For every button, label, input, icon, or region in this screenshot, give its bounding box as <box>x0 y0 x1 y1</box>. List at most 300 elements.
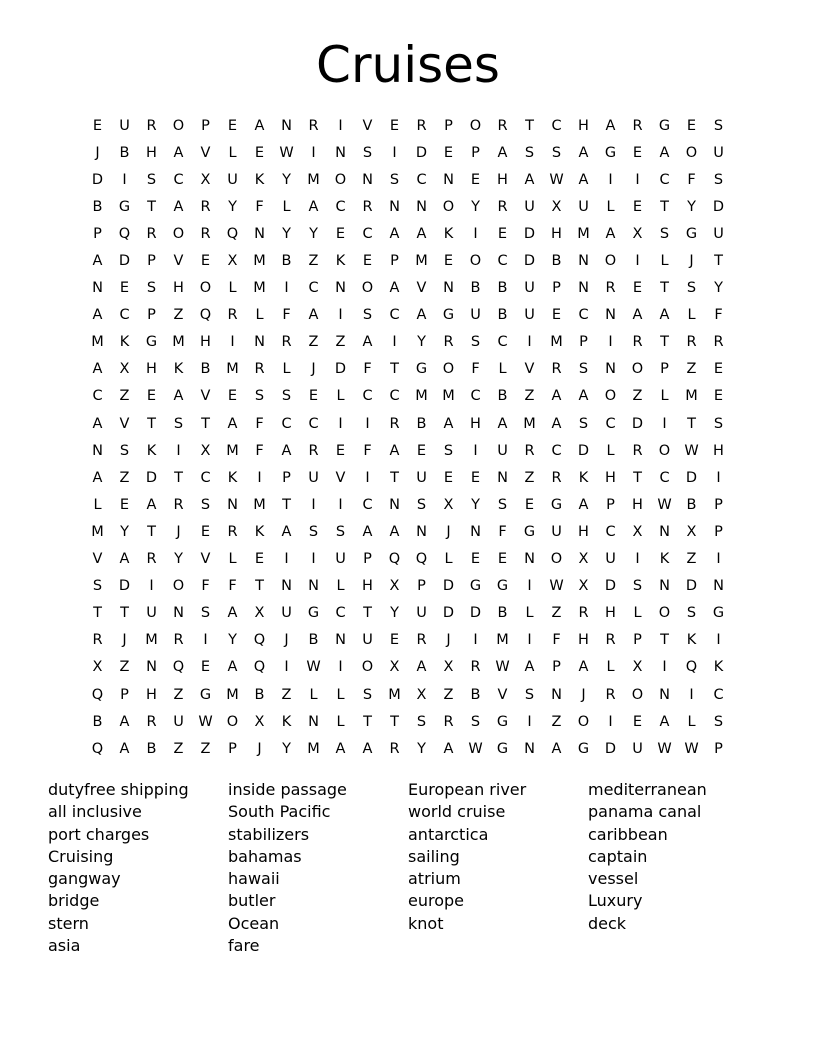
grid-letter: P <box>282 469 291 486</box>
grid-letter: I <box>230 334 235 351</box>
grid-letter: A <box>92 415 103 432</box>
grid-letter: A <box>173 198 184 215</box>
grid-letter: E <box>119 496 130 513</box>
grid-letter: A <box>578 388 589 405</box>
grid-letter: L <box>336 713 345 730</box>
grid-letter: A <box>632 307 643 324</box>
grid-letter: Y <box>282 225 291 242</box>
grid-letter: L <box>255 307 264 324</box>
grid-letter: T <box>255 578 264 595</box>
grid-letter: I <box>473 632 478 649</box>
grid-letter: I <box>338 659 343 676</box>
grid-letter: P <box>714 740 723 757</box>
word-item: antarctica <box>408 824 489 844</box>
grid-letter: Q <box>172 659 185 676</box>
grid-letter: P <box>714 523 723 540</box>
grid-letter: Z <box>632 388 643 405</box>
grid-letter: U <box>308 469 319 486</box>
grid-letter: H <box>470 415 481 432</box>
grid-letter: B <box>686 496 697 513</box>
grid-letter: G <box>415 361 428 378</box>
grid-letter: O <box>604 253 617 270</box>
grid-letter: L <box>660 253 669 270</box>
grid-letter: I <box>527 632 532 649</box>
grid-row <box>84 220 732 247</box>
grid-letter: R <box>551 469 562 486</box>
word-item: European river <box>408 780 527 799</box>
grid-letter: N <box>416 198 427 215</box>
grid-letter: A <box>605 117 616 134</box>
grid-letter: N <box>254 334 265 351</box>
page-title: Cruises <box>316 36 500 94</box>
grid-letter: A <box>173 144 184 161</box>
grid-letter: I <box>608 171 613 188</box>
word-item: asia <box>48 936 81 956</box>
grid-letter: N <box>335 632 346 649</box>
grid-letter: S <box>470 334 481 351</box>
grid-letter: T <box>147 415 156 432</box>
grid-letter: V <box>92 551 103 568</box>
word-item: fare <box>228 936 260 956</box>
grid-letter: A <box>605 225 616 242</box>
grid-letter: A <box>578 496 589 513</box>
grid-letter: O <box>631 361 644 378</box>
grid-letter: L <box>336 686 345 703</box>
grid-letter: Y <box>471 496 480 513</box>
grid-letter: N <box>551 686 562 703</box>
grid-letter: E <box>335 225 346 242</box>
grid-letter: X <box>632 659 643 676</box>
grid-letter: K <box>254 523 265 540</box>
grid-letter: Q <box>253 632 266 649</box>
grid-letter: Z <box>119 659 130 676</box>
word-column <box>408 779 588 957</box>
grid-letter: N <box>416 523 427 540</box>
grid-letter: Z <box>119 388 130 405</box>
grid-letter: A <box>416 659 427 676</box>
grid-letter: R <box>443 334 454 351</box>
grid-letter: R <box>146 117 157 134</box>
grid-letter: I <box>176 442 181 459</box>
grid-letter: S <box>524 144 535 161</box>
grid-letter: D <box>604 740 617 757</box>
grid-letter: Z <box>173 686 184 703</box>
grid-letter: L <box>687 307 696 324</box>
grid-letter: O <box>442 198 455 215</box>
grid-letter: L <box>228 144 237 161</box>
grid-letter: U <box>119 117 130 134</box>
grid-letter: D <box>577 442 590 459</box>
grid-letter: W <box>549 578 564 595</box>
grid-letter: I <box>392 144 397 161</box>
grid-letter: A <box>362 523 373 540</box>
grid-letter: G <box>658 117 671 134</box>
word-item: deck <box>588 913 627 933</box>
grid-letter: V <box>200 144 211 161</box>
grid-letter: U <box>524 280 535 297</box>
grid-letter: U <box>713 225 724 242</box>
grid-letter: A <box>659 307 670 324</box>
grid-letter: B <box>497 388 508 405</box>
grid-letter: S <box>281 388 292 405</box>
grid-letter: M <box>307 171 320 188</box>
grid-letter: C <box>92 388 103 405</box>
grid-letter: C <box>308 415 319 432</box>
grid-letter: R <box>497 117 508 134</box>
grid-letter: I <box>635 551 640 568</box>
grid-letter: N <box>308 713 319 730</box>
grid-letter: G <box>145 334 158 351</box>
grid-letter: M <box>577 225 590 242</box>
grid-letter: I <box>338 496 343 513</box>
grid-letter: F <box>255 442 264 459</box>
grid-letter: G <box>550 496 563 513</box>
grid-letter: P <box>444 117 453 134</box>
grid-letter: N <box>713 578 724 595</box>
grid-letter: C <box>362 496 373 513</box>
grid-letter: N <box>254 225 265 242</box>
grid-letter: H <box>605 605 616 622</box>
grid-letter: R <box>308 442 319 459</box>
grid-letter: G <box>469 578 482 595</box>
grid-letter: T <box>363 713 372 730</box>
grid-letter: L <box>606 442 615 459</box>
grid-letter: C <box>362 388 373 405</box>
grid-letter: N <box>659 523 670 540</box>
grid-letter: O <box>685 144 698 161</box>
grid-letter: X <box>389 659 400 676</box>
grid-letter: L <box>606 198 615 215</box>
word-item: port charges <box>48 824 150 844</box>
grid-letter: Q <box>253 659 266 676</box>
grid-letter: A <box>497 415 508 432</box>
grid-letter: B <box>254 686 265 703</box>
grid-letter: I <box>284 551 289 568</box>
word-column <box>228 779 408 957</box>
grid-row <box>84 627 732 654</box>
grid-letter: J <box>311 361 316 378</box>
grid-letter: X <box>92 659 103 676</box>
grid-letter: N <box>92 442 103 459</box>
grid-letter: S <box>146 280 157 297</box>
grid-letter: S <box>470 713 481 730</box>
grid-letter: T <box>147 523 156 540</box>
grid-letter: Z <box>524 388 535 405</box>
grid-letter: R <box>146 225 157 242</box>
grid-letter: C <box>200 469 211 486</box>
grid-letter: O <box>442 361 455 378</box>
word-item: all inclusive <box>48 802 142 822</box>
grid-letter: R <box>254 361 265 378</box>
grid-letter: K <box>443 225 454 242</box>
grid-letter: T <box>147 198 156 215</box>
grid-letter: E <box>254 144 265 161</box>
grid-letter: R <box>605 280 616 297</box>
grid-letter: H <box>578 523 589 540</box>
grid-letter: U <box>416 605 427 622</box>
grid-letter: N <box>578 280 589 297</box>
grid-letter: A <box>524 659 535 676</box>
grid-letter: X <box>578 578 589 595</box>
grid-letter: V <box>416 280 427 297</box>
grid-letter: B <box>119 144 130 161</box>
grid-letter: P <box>363 551 372 568</box>
grid-letter: E <box>686 117 697 134</box>
grid-letter: T <box>714 253 723 270</box>
grid-row <box>84 518 732 545</box>
grid-letter: S <box>578 361 589 378</box>
grid-letter: I <box>608 334 613 351</box>
grid-row <box>84 708 732 735</box>
grid-letter: C <box>173 171 184 188</box>
grid-letter: A <box>578 144 589 161</box>
grid-letter: A <box>119 740 130 757</box>
grid-letter: W <box>549 171 564 188</box>
grid-letter: I <box>716 469 721 486</box>
grid-letter: L <box>228 280 237 297</box>
grid-letter: O <box>550 551 563 568</box>
grid-letter: R <box>605 686 616 703</box>
grid-letter: C <box>389 307 400 324</box>
grid-letter: Y <box>282 740 291 757</box>
word-item: bahamas <box>228 846 302 866</box>
grid-row <box>84 437 732 464</box>
grid-letter: M <box>685 388 698 405</box>
grid-letter: H <box>497 171 508 188</box>
grid-letter: G <box>577 740 590 757</box>
grid-letter: K <box>713 659 724 676</box>
word-item: world cruise <box>408 802 506 822</box>
grid-letter: A <box>281 442 292 459</box>
grid-letter: T <box>660 334 669 351</box>
grid-letter: P <box>552 659 561 676</box>
grid-letter: O <box>658 605 671 622</box>
grid-letter: D <box>334 361 347 378</box>
grid-letter: I <box>122 171 127 188</box>
grid-letter: L <box>498 361 507 378</box>
word-item: mediterranean <box>588 780 707 799</box>
grid-letter: T <box>363 605 372 622</box>
grid-letter: E <box>119 280 130 297</box>
grid-letter: S <box>578 415 589 432</box>
grid-letter: C <box>119 307 130 324</box>
grid-letter: V <box>119 415 130 432</box>
grid-letter: D <box>604 578 617 595</box>
grid-letter: V <box>173 253 184 270</box>
grid-letter: G <box>604 144 617 161</box>
grid-letter: S <box>416 713 427 730</box>
grid-letter: I <box>635 171 640 188</box>
grid-letter: D <box>712 198 725 215</box>
grid-letter: Y <box>282 171 291 188</box>
grid-letter: B <box>497 280 508 297</box>
grid-letter: S <box>92 578 103 595</box>
grid-letter: K <box>578 469 589 486</box>
grid-letter: U <box>632 740 643 757</box>
grid-letter: E <box>551 307 562 324</box>
grid-letter: R <box>578 605 589 622</box>
grid-letter: S <box>416 496 427 513</box>
grid-letter: I <box>203 632 208 649</box>
grid-letter: L <box>525 605 534 622</box>
grid-letter: N <box>281 578 292 595</box>
grid-letter: R <box>632 334 643 351</box>
grid-letter: K <box>659 551 670 568</box>
grid-letter: I <box>608 713 613 730</box>
grid-letter: T <box>174 469 183 486</box>
grid-letter: J <box>176 523 181 540</box>
grid-letter: X <box>416 686 427 703</box>
grid-letter: I <box>392 334 397 351</box>
grid-letter: H <box>713 442 724 459</box>
grid-letter: P <box>390 253 399 270</box>
grid-letter: N <box>281 117 292 134</box>
grid-letter: O <box>226 713 239 730</box>
grid-letter: T <box>201 415 210 432</box>
grid-letter: I <box>716 632 721 649</box>
grid-letter: Z <box>119 469 130 486</box>
grid-letter: J <box>95 144 100 161</box>
word-item: vessel <box>588 869 639 889</box>
grid-letter: S <box>119 442 130 459</box>
grid-letter: D <box>442 605 455 622</box>
grid-letter: U <box>605 551 616 568</box>
grid-letter: R <box>389 740 400 757</box>
grid-letter: H <box>605 469 616 486</box>
grid-letter: M <box>550 334 563 351</box>
grid-letter: V <box>362 117 373 134</box>
grid-letter: P <box>606 496 615 513</box>
grid-row <box>84 410 732 437</box>
grid-letter: P <box>471 144 480 161</box>
grid-row <box>84 356 732 383</box>
grid-letter: N <box>362 171 373 188</box>
grid-letter: N <box>578 253 589 270</box>
grid-letter: F <box>714 307 723 324</box>
grid-letter: R <box>173 632 184 649</box>
grid-letter: D <box>685 469 698 486</box>
grid-letter: F <box>282 307 291 324</box>
grid-letter: W <box>198 713 213 730</box>
grid-letter: A <box>497 144 508 161</box>
grid-letter: U <box>578 198 589 215</box>
grid-letter: R <box>389 415 400 432</box>
grid-letter: N <box>497 469 508 486</box>
grid-letter: E <box>713 388 724 405</box>
grid-letter: Y <box>687 198 696 215</box>
word-item: inside passage <box>228 780 347 799</box>
grid-letter: J <box>284 632 289 649</box>
grid-letter: W <box>468 740 483 757</box>
grid-letter: C <box>281 415 292 432</box>
grid-letter: M <box>226 442 239 459</box>
grid-letter: P <box>660 361 669 378</box>
grid-letter: K <box>254 171 265 188</box>
grid-letter: L <box>93 496 102 513</box>
grid-letter: N <box>92 280 103 297</box>
word-list <box>48 779 768 957</box>
word-column <box>588 779 768 957</box>
grid-letter: E <box>308 388 319 405</box>
word-item: South Pacific <box>228 802 331 822</box>
grid-letter: W <box>657 496 672 513</box>
grid-letter: A <box>362 334 373 351</box>
grid-letter: G <box>712 605 725 622</box>
grid-letter: X <box>443 496 454 513</box>
grid-letter: A <box>389 523 400 540</box>
grid-letter: Y <box>228 632 237 649</box>
grid-letter: U <box>524 198 535 215</box>
grid-letter: V <box>524 361 535 378</box>
grid-letter: O <box>658 442 671 459</box>
grid-letter: G <box>496 713 509 730</box>
grid-letter: S <box>362 144 373 161</box>
grid-letter: I <box>338 307 343 324</box>
grid-letter: O <box>172 225 185 242</box>
grid-letter: W <box>306 659 321 676</box>
grid-letter: N <box>227 496 238 513</box>
grid-letter: S <box>362 686 373 703</box>
grid-letter: X <box>632 225 643 242</box>
grid-letter: E <box>200 523 211 540</box>
grid-letter: A <box>92 469 103 486</box>
grid-letter: G <box>118 198 131 215</box>
grid-letter: X <box>254 605 265 622</box>
grid-letter: E <box>632 144 643 161</box>
grid-letter: O <box>199 280 212 297</box>
grid-letter: V <box>497 686 508 703</box>
grid-letter: S <box>659 225 670 242</box>
grid-letter: N <box>308 578 319 595</box>
grid-letter: V <box>200 551 211 568</box>
grid-letter: I <box>662 415 667 432</box>
word-item: Ocean <box>228 913 280 933</box>
grid-letter: X <box>200 171 211 188</box>
grid-row <box>84 193 732 220</box>
grid-letter: W <box>684 740 699 757</box>
grid-letter: I <box>662 659 667 676</box>
grid-letter: Z <box>551 605 562 622</box>
grid-letter: E <box>200 253 211 270</box>
grid-letter: C <box>497 253 508 270</box>
grid-letter: D <box>118 253 131 270</box>
grid-letter: N <box>524 551 535 568</box>
grid-letter: C <box>713 686 724 703</box>
grid-letter: R <box>632 117 643 134</box>
grid-letter: N <box>659 686 670 703</box>
grid-letter: H <box>578 632 589 649</box>
grid-letter: S <box>443 442 454 459</box>
grid-letter: X <box>119 361 130 378</box>
grid-letter: T <box>660 198 669 215</box>
grid-letter: Z <box>551 713 562 730</box>
grid-letter: C <box>659 469 670 486</box>
grid-row <box>84 112 732 139</box>
grid-letter: S <box>713 117 724 134</box>
grid-letter: A <box>389 280 400 297</box>
grid-letter: D <box>523 253 536 270</box>
grid-letter: R <box>281 334 292 351</box>
grid-letter: A <box>227 605 238 622</box>
grid-letter: H <box>578 117 589 134</box>
grid-letter: S <box>308 523 319 540</box>
grid-letter: E <box>470 469 481 486</box>
grid-letter: M <box>442 388 455 405</box>
grid-row <box>84 600 732 627</box>
grid-letter: Q <box>685 659 698 676</box>
grid-letter: R <box>146 713 157 730</box>
grid-letter: P <box>552 280 561 297</box>
